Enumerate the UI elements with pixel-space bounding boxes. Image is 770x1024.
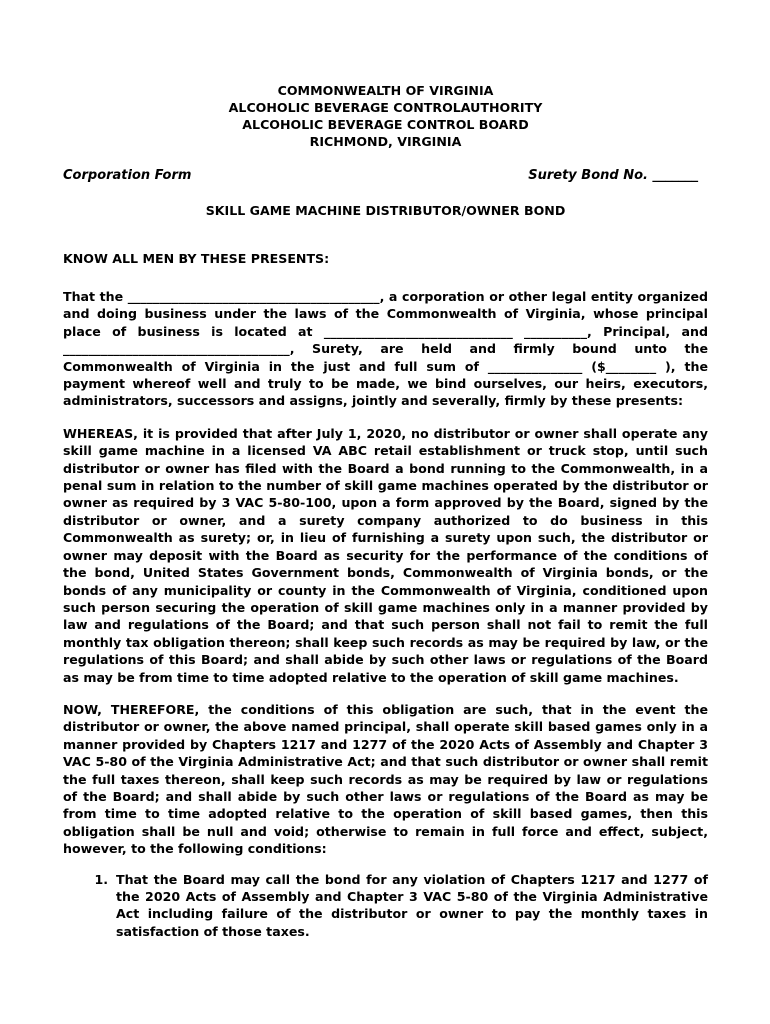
now-therefore-paragraph: NOW, THEREFORE, the conditions of this obligation are such, that in the event the distributor or owner, the above named principal, shall operate skill based games only in a manner provided by Chapters 1217 and 1277 of the 2020 Acts of Assembly and Chapter 3 VAC 5-80 of the Virginia Administrative Act; and that such distributor or owner shall remit the full taxes thereon, shall keep such records as may be required by law or regulations of the Board; and shall abide by such other laws or regulations of the Board as may be from time to time adopted relative to the operation of skill based games, then this obligation shall be null and void; otherwise to remain in full force and effect, subject, however, to the following conditions:	[63, 701, 708, 857]
bond-title: SKILL GAME MACHINE DISTRIBUTOR/OWNER BOND	[205, 203, 566, 218]
conditions-list	[63, 871, 708, 941]
form-type-label: Corporation Form	[63, 168, 192, 183]
form-meta-row	[63, 167, 708, 185]
header-commonwealth: COMMONWEALTH OF VIRGINIA	[277, 83, 494, 98]
know-all-men-heading: KNOW ALL MEN BY THESE PRESENTS:	[63, 251, 330, 266]
document-page	[63, 82, 708, 940]
header-board: ALCOHOLIC BEVERAGE CONTROL BOARD	[242, 117, 529, 132]
surety-bond-number: Surety Bond No. _______	[528, 168, 698, 183]
condition-spacer	[108, 871, 116, 941]
condition-text: That the Board may call the bond for any violation of Chapters 1217 and 1277 of the 2020 Acts of Assembly and Chapter 3 VAC 5-80 of the Virginia Administrative Act including failure of the distributor or owner to pay the monthly taxes in satisfaction of those taxes.	[116, 871, 708, 939]
whereas-paragraph: WHEREAS, it is provided that after July 1, 2020, no distributor or owner shall operate any skill game machine in a licensed VA ABC retail establishment or truck stop, until such distributor or owner has filed with the Board a bond running to the Commonwealth, in a penal sum in relation to the number of skill game machines operated by the distributor or owner as required by 3 VAC 5-80-100, upon a form approved by the Board, signed by the distributor or owner, and a surety company authorized to do business in this Commonwealth as surety; or, in lieu of furnishing a surety upon such, the distributor or owner may deposit with the Board as security for the performance of the conditions of the bond, United States Government bonds, Commonwealth of Virginia bonds, or the bonds of any municipality or county in the Commonwealth of Virginia, conditioned upon such person securing the operation of skill game machines only in a manner provided by law and regulations of the Board; and that such person shall not fail to remit the full monthly tax obligation thereon; shall keep such records as may be required by law, or the regulations of this Board; and shall abide by such other laws or regulations of the Board as may be from time to time adopted relative to the operation of skill game machines.	[63, 425, 708, 685]
intro-paragraph: That the ________________________________________, a corporation or other legal entity organized and doing business under the laws of the Commonwealth of Virginia, whose principal place of business is located at ______________________________ __________, Principal, and ____________________________________, Surety, are held and firmly bound unto the Commonwealth of Virginia in the just and full sum of _______________ ($________ ), the payment whereof well and truly to be made, we bind ourselves, our heirs, executors, administrators, successors and assigns, jointly and severally, firmly by these presents:	[63, 289, 708, 409]
condition-item	[63, 871, 708, 941]
document-header	[63, 82, 708, 150]
header-authority: ALCOHOLIC BEVERAGE CONTROLAUTHORITY	[228, 100, 543, 115]
header-city: RICHMOND, VIRGINIA	[309, 134, 462, 149]
condition-number: 1.	[94, 871, 108, 887]
